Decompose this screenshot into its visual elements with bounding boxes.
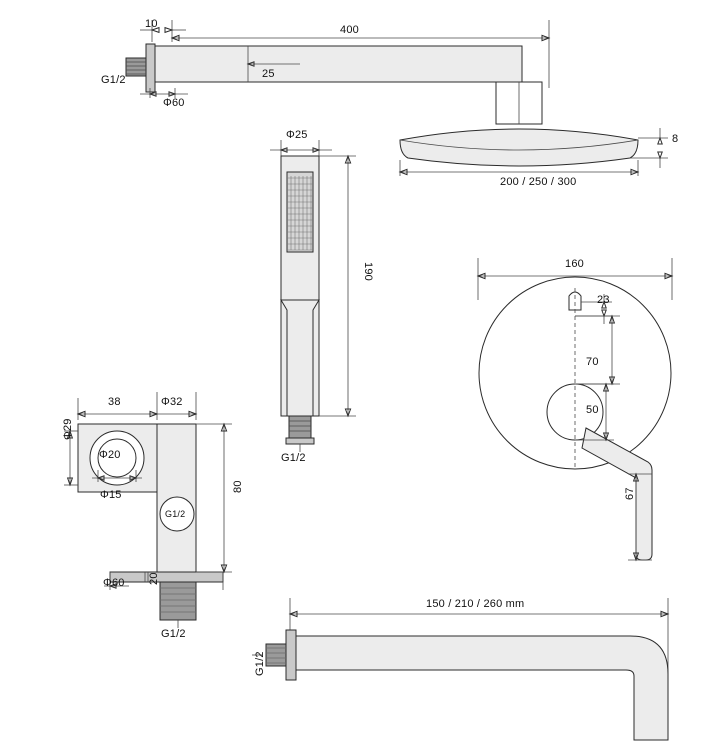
label-elbow-connection-thread: G1/2 [161, 628, 186, 640]
label-elbow-base-height: 20 [148, 572, 160, 585]
label-elbow-base-flange: Φ60 [103, 577, 125, 589]
label-elbow-port-thread: G1/2 [165, 509, 186, 519]
label-mixer-plate-dia: 160 [565, 258, 584, 270]
label-arm-flange-dia: Φ60 [163, 97, 185, 109]
label-head-sizes: 200 / 250 / 300 [500, 176, 577, 188]
label-head-thickness: 8 [672, 133, 679, 145]
label-hand-shower-hose-thread: G1/2 [281, 452, 306, 464]
label-elbow-holder-inner: Φ15 [100, 489, 122, 501]
label-elbow-body-dia: Φ32 [161, 396, 183, 408]
label-elbow-depth: 38 [108, 396, 121, 408]
label-mixer-lever-length: 67 [624, 487, 636, 500]
label-mixer-knob-dia: 50 [586, 404, 599, 416]
label-arm-width: 25 [262, 68, 275, 80]
label-arm-thickness: 10 [145, 18, 158, 30]
label-elbow-holder-mid: Φ20 [99, 449, 121, 461]
label-elbow-holder-outer: Φ29 [62, 418, 74, 440]
label-hand-shower-length: 190 [362, 262, 374, 281]
label-mixer-indicator: 23 [597, 294, 610, 306]
label-spout-inlet-thread: G1/2 [254, 651, 266, 676]
label-mixer-handle-offset: 70 [586, 356, 599, 368]
label-hand-shower-head-dia: Φ25 [286, 129, 308, 141]
label-arm-length: 400 [340, 24, 359, 36]
label-elbow-body-height: 80 [232, 480, 244, 493]
label-arm-inlet-thread: G1/2 [101, 74, 126, 86]
label-spout-lengths: 150 / 210 / 260 mm [426, 598, 525, 610]
